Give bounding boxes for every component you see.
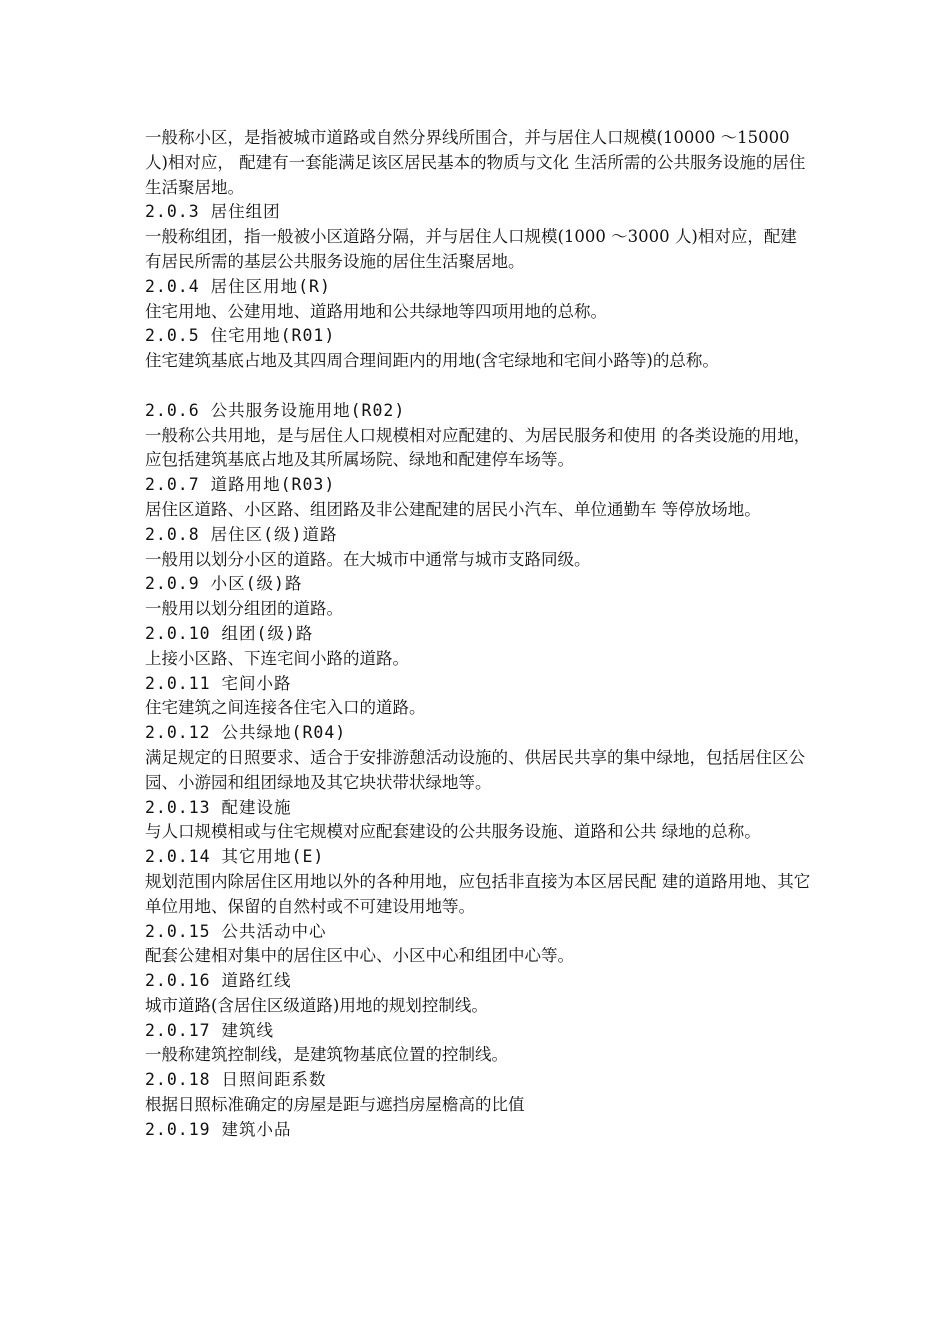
section-heading-2-0-8: 2.0.8 居住区(级)道路 — [145, 524, 338, 544]
section-heading-2-0-18: 2.0.18 日照间距系数 — [145, 1070, 327, 1090]
paragraph-district-road-definition: 一般用以划分小区的道路。在大城市中通常与城市支路同级。 — [145, 549, 591, 569]
section-heading-2-0-4: 2.0.4 居住区用地(R) — [145, 276, 331, 296]
paragraph-neighborhood-road-definition: 一般用以划分组团的道路。 — [145, 599, 343, 619]
section-heading-2-0-17: 2.0.17 建筑线 — [145, 1020, 275, 1040]
paragraph-group-road-definition: 上接小区路、下连宅间小路的道路。 — [145, 648, 409, 668]
paragraph-road-land-definition: 居住区道路、小区路、组团路及非公建配建的居民小汽车、单位通勤车 等停放场地。 — [145, 499, 761, 519]
paragraph-other-land-definition: 规划范围内除居住区用地以外的各种用地，应包括非直接为本区居民配 建的道路用地、其它单位用地、保留的自然村或不可建设用地等。 — [145, 871, 811, 916]
paragraph-residential-district-definition: 一般称小区，是指被城市道路或自然分界线所围合，并与居住人口规模(10000 ～15000 人)相对应， 配建有一套能满足该区居民基本的物质与文化 生活所需的公共服务设施的居住生活聚居地。 — [145, 128, 806, 197]
section-heading-2-0-6: 2.0.6 公共服务设施用地(R02) — [145, 400, 406, 420]
paragraph-group-definition: 一般称组团，指一般被小区道路分隔，并与居住人口规模(1000 ～3000 人)相对应，配建有居民所需的基层公共服务设施的居住生活聚居地。 — [145, 227, 797, 271]
paragraph-path-definition: 住宅建筑之间连接各住宅入口的道路。 — [145, 698, 426, 718]
document-body — [145, 126, 813, 1143]
section-heading-2-0-14: 2.0.14 其它用地(E) — [145, 847, 325, 867]
section-heading-2-0-15: 2.0.15 公共活动中心 — [145, 921, 327, 941]
paragraph-activity-center-definition: 配套公建相对集中的居住区中心、小区中心和组团中心等。 — [145, 946, 574, 966]
section-heading-2-0-12: 2.0.12 公共绿地(R04) — [145, 723, 347, 743]
paragraph-supporting-facilities-definition: 与人口规模相或与住宅规模对应配套建设的公共服务设施、道路和公共 绿地的总称。 — [145, 822, 761, 842]
section-heading-2-0-5: 2.0.5 住宅用地(R01) — [145, 326, 336, 346]
section-heading-2-0-16: 2.0.16 道路红线 — [145, 971, 292, 991]
paragraph-housing-land-definition: 住宅建筑基底占地及其四周合理间距内的用地(含宅绿地和宅间小路等)的总称。 — [145, 351, 719, 371]
paragraph-sunlight-spacing-definition: 根据日照标准确定的房屋是距与遮挡房屋檐高的比值 — [145, 1095, 525, 1115]
section-heading-2-0-7: 2.0.7 道路用地(R03) — [145, 475, 336, 495]
section-heading-2-0-13: 2.0.13 配建设施 — [145, 797, 292, 817]
paragraph-public-green-definition: 满足规定的日照要求、适合于安排游憩活动设施的、供居民共享的集中绿地，包括居住区公园、小游园和组团绿地及其它块状带状绿地等。 — [145, 747, 805, 792]
section-heading-2-0-9: 2.0.9 小区(级)路 — [145, 574, 303, 594]
section-heading-2-0-19: 2.0.19 建筑小品 — [145, 1119, 292, 1139]
section-heading-2-0-3: 2.0.3 居住组团 — [145, 202, 281, 222]
paragraph-public-facility-land-definition: 一般称公共用地，是与居住人口规模相对应配建的、为居民服务和使用 的各类设施的用地，应包括建筑基底占地及其所属场院、绿地和配建停车场等。 — [145, 425, 811, 470]
section-heading-2-0-10: 2.0.10 组团(级)路 — [145, 623, 314, 643]
paragraph-residential-land-definition: 住宅用地、公建用地、道路用地和公共绿地等四项用地的总称。 — [145, 301, 607, 321]
paragraph-building-line-definition: 一般称建筑控制线，是建筑物基底位置的控制线。 — [145, 1045, 508, 1065]
paragraph-red-line-definition: 城市道路(含居住区级道路)用地的规划控制线。 — [145, 995, 488, 1015]
section-heading-2-0-11: 2.0.11 宅间小路 — [145, 673, 292, 693]
